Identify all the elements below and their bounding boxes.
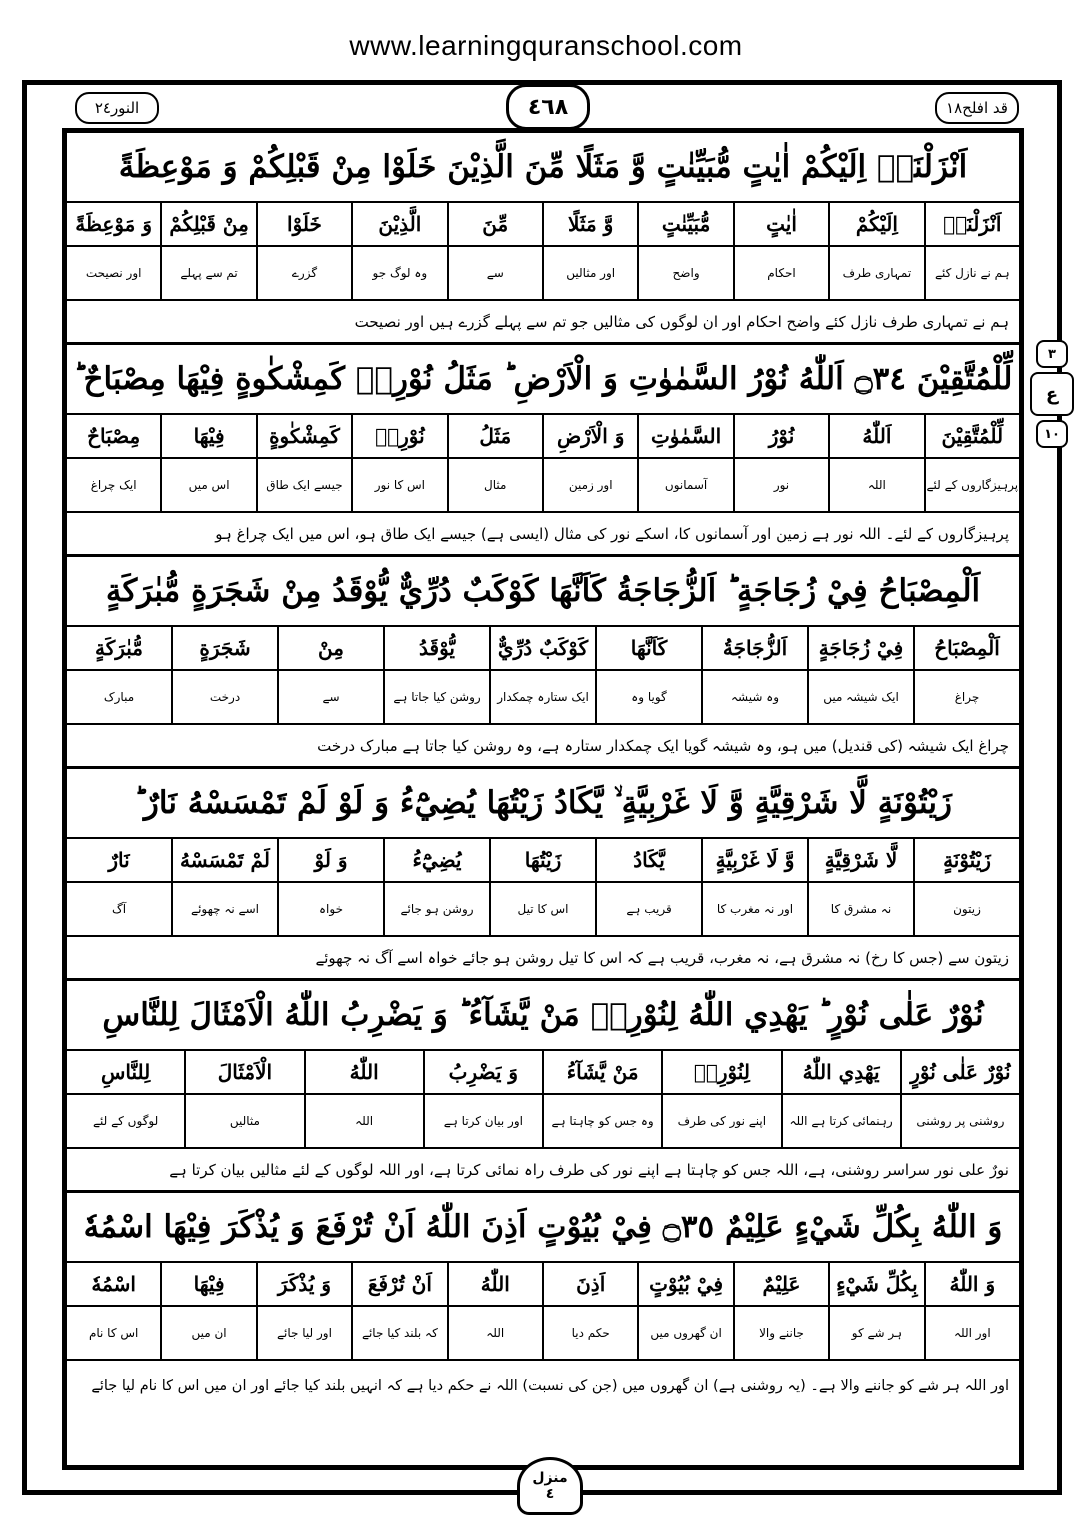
word-cell: عَلِيْمٌ — [733, 1263, 828, 1305]
surah-name-label: النور٢٤ — [75, 92, 159, 124]
word-cell: وَّ لَا غَرْبِيَّةٍ — [701, 839, 807, 881]
word-cell: نُوْرِهٖ — [351, 415, 446, 457]
meaning-cell: آسمانوں — [637, 459, 732, 511]
meaning-cell: اس کا تیل — [489, 883, 595, 935]
word-row — [67, 1051, 1019, 1095]
word-cell: كَوْكَبٌ دُرِّيٌّ — [489, 627, 595, 669]
word-cell: نُوْرُ — [733, 415, 828, 457]
word-cell: الْاَمْثَالَ — [184, 1051, 303, 1093]
meaning-cell: اسے نہ چھوئے — [171, 883, 277, 935]
meaning-cell: اور نہ مغرب کا — [701, 883, 807, 935]
translation-line: ہم نے تمہاری طرف نازل کئے واضح احکام اور ان لوگوں کی مثالیں جو تم سے پہلے گزرے ہیں اور نصیحت — [67, 301, 1019, 345]
word-cell: اَللّٰهُ — [828, 415, 923, 457]
meaning-cell: ان گھروں میں — [637, 1307, 732, 1359]
translation-line: زیتون سے (جس کا رخ) نہ مشرق ہے، نہ مغرب، قریب ہے کہ اس کا تیل روشن ہو جائے خواہ اسے آگ نہ چھوئے — [67, 937, 1019, 981]
meaning-cell: نور — [733, 459, 828, 511]
word-cell: مِصْبَاحٌ — [87, 424, 141, 448]
word-cell: لَمْ تَمْسَسْهُ — [171, 839, 277, 881]
manzil-word: منزل — [532, 1470, 568, 1486]
word-row — [67, 1263, 1019, 1307]
website-url: www.learningquranschool.com — [349, 30, 743, 61]
word-cell: اَلْمِصْبَاحُ — [913, 627, 1019, 669]
meaning-cell: مثالیں — [184, 1095, 303, 1147]
meaning-cell: تم سے پہلے — [160, 247, 255, 299]
meaning-cell: مبارک — [103, 690, 135, 704]
word-cell: نُوْرٌ عَلٰى نُوْرٍ — [900, 1051, 1019, 1093]
meaning-cell: تمہاری طرف — [828, 247, 923, 299]
meaning-cell: اپنے نور کی طرف — [661, 1095, 780, 1147]
word-cell: شَجَرَةٍ — [171, 627, 277, 669]
margin-mark-bottom: ١٠ — [1036, 420, 1068, 448]
word-cell: يَّكَادُ — [595, 839, 701, 881]
word-cell: وَ يُذْكَرَ — [256, 1263, 351, 1305]
word-cell: اَنْ تُرْفَعَ — [351, 1263, 446, 1305]
translation-line: نورٌ علی نور سراسر روشنی، ہے، اللہ جس کو چاہتا ہے اپنے نور کی طرف راہ نمائی کرتا ہے، اور اللہ لوگوں کے لئے مثالیں بیان کرتا ہے — [67, 1149, 1019, 1193]
translation-line: پرہیزگاروں کے لئے۔ اللہ نور ہے زمین اور آسمانوں کا، اسکے نور کی مثال (ایسی ہے) جیسے ایک طاق ہو، اس میں ایک چراغ ہو — [67, 513, 1019, 557]
word-cell: وَ مَوْعِظَةً — [75, 212, 153, 236]
meaning-row — [67, 1307, 1019, 1361]
meaning-row — [67, 247, 1019, 301]
meaning-cell: وہ شیشہ — [701, 671, 807, 723]
word-cell: زَيْتُهَا — [489, 839, 595, 881]
meaning-cell: واضح — [637, 247, 732, 299]
meaning-cell: کہ بلند کیا جائے — [351, 1307, 446, 1359]
word-cell: مِنْ — [277, 627, 383, 669]
word-cell: اللّٰهُ — [447, 1263, 542, 1305]
meaning-cell: جاننے والا — [733, 1307, 828, 1359]
word-cell: لِّلْمُتَّقِيْنَ — [924, 415, 1019, 457]
word-row — [67, 203, 1019, 247]
meaning-row — [67, 459, 1019, 513]
meaning-cell: اور اللہ — [924, 1307, 1019, 1359]
word-cell: لِنُوْرِهٖ — [661, 1051, 780, 1093]
meaning-cell: اس کا نام — [88, 1326, 139, 1340]
meaning-cell: خواہ — [277, 883, 383, 935]
meaning-cell: گزرے — [256, 247, 351, 299]
meaning-cell: مثال — [447, 459, 542, 511]
word-cell: اسْمُهٗ — [91, 1272, 136, 1296]
word-cell: لَّا شَرْقِيَّةٍ — [807, 839, 913, 881]
word-cell: وَ اللّٰهُ — [924, 1263, 1019, 1305]
meaning-row — [67, 883, 1019, 937]
page-content — [67, 133, 1019, 1465]
meaning-row — [67, 671, 1019, 725]
meaning-cell: ہم نے نازل کئے — [924, 247, 1019, 299]
meaning-cell: اس کا نور — [351, 459, 446, 511]
word-cell: السَّمٰوٰتِ — [637, 415, 732, 457]
meaning-cell: احکام — [733, 247, 828, 299]
meaning-cell: نہ مشرق کا — [807, 883, 913, 935]
meaning-cell: ان میں — [160, 1307, 255, 1359]
word-cell: يَهْدِي اللّٰهُ — [781, 1051, 900, 1093]
meaning-cell: اللہ — [828, 459, 923, 511]
meaning-cell: قریب ہے — [595, 883, 701, 935]
meaning-cell: روشن کیا جاتا ہے — [383, 671, 489, 723]
word-cell: يُّوْقَدُ — [383, 627, 489, 669]
word-cell: مَثَلُ — [447, 415, 542, 457]
word-cell: اَذِنَ — [542, 1263, 637, 1305]
word-cell: بِكُلِّ شَيْءٍ — [828, 1263, 923, 1305]
word-cell: نَارٌ — [108, 848, 130, 872]
word-cell: وَ الْاَرْضِ — [542, 415, 637, 457]
meaning-cell: جیسے ایک طاق — [256, 459, 351, 511]
meaning-cell: وہ لوگ جو — [351, 247, 446, 299]
word-cell: خَلَوْا — [256, 203, 351, 245]
juz-name-label: قد افلح١٨ — [935, 92, 1019, 124]
word-row — [67, 415, 1019, 459]
word-cell: يُضِيْٓءُ — [383, 839, 489, 881]
meaning-cell: اور نصیحت — [85, 266, 142, 280]
manzil-number: ٤ — [545, 1486, 555, 1502]
margin-mark-top: ٣ — [1036, 340, 1068, 368]
meaning-cell: اور لیا جائے — [256, 1307, 351, 1359]
ayah-line: اَنْزَلْنَاۤ اِلَيْكُمْ اٰيٰتٍ مُّبَيِّنٰتٍ وَّ مَثَلًا مِّنَ الَّذِيْنَ خَلَوْا مِنْ قَبْلِكُمْ وَ مَوْعِظَةً — [67, 133, 1019, 203]
word-cell: الَّذِيْنَ — [351, 203, 446, 245]
word-cell: زَيْتُوْنَةٍ — [913, 839, 1019, 881]
word-cell: فِيْ زُجَاجَةٍ — [807, 627, 913, 669]
meaning-cell: پرہیزگاروں کے لئے — [924, 459, 1019, 511]
meaning-row — [67, 1095, 1019, 1149]
ayah-line: لِّلْمُتَّقِيْنَ ۝٣٤ اَللّٰهُ نُوْرُ السَّمٰوٰتِ وَ الْاَرْضِ ؕ مَثَلُ نُوْرِهٖ كَمِشْكٰوةٍ فِيْهَا مِصْبَاحٌ ؕ — [67, 345, 1019, 415]
ayah-line: وَ اللّٰهُ بِكُلِّ شَيْءٍ عَلِيْمٌ ۝٣٥ فِيْ بُيُوْتٍ اَذِنَ اللّٰهُ اَنْ تُرْفَعَ وَ يُذْكَرَ فِيْهَا اسْمُهٗ — [67, 1193, 1019, 1263]
meaning-cell: آگ — [111, 902, 127, 916]
word-cell: مِّنَ — [447, 203, 542, 245]
word-cell: فِيْهَا — [160, 1263, 255, 1305]
word-cell: وَّ مَثَلًا — [542, 203, 637, 245]
word-cell: اَلزُّجَاجَةُ — [701, 627, 807, 669]
ruku-marker-icon: ع — [1030, 372, 1074, 416]
word-cell: وَ يَضْرِبُ — [423, 1051, 542, 1093]
word-cell: فِيْ بُيُوْتٍ — [637, 1263, 732, 1305]
meaning-cell: زیتون — [913, 883, 1019, 935]
meaning-cell: ہر شے کو — [828, 1307, 923, 1359]
meaning-cell: اس میں — [160, 459, 255, 511]
word-cell: مَنْ يَّشَآءُ — [542, 1051, 661, 1093]
meaning-cell: سے — [447, 247, 542, 299]
translation-line: چراغ ایک شیشہ (کی قندیل) میں ہو، وہ شیشہ گویا ایک چمکدار ستارہ ہے، وہ روشن کیا جاتا ہے مبارک درخت — [67, 725, 1019, 769]
word-cell: اللّٰهُ — [304, 1051, 423, 1093]
meaning-cell: اور مثالیں — [542, 247, 637, 299]
word-row — [67, 839, 1019, 883]
meaning-cell: حکم دیا — [542, 1307, 637, 1359]
word-cell: مُّبَيِّنٰتٍ — [637, 203, 732, 245]
word-cell: فِيْهَا — [160, 415, 255, 457]
meaning-cell: روشنی پر روشنی — [900, 1095, 1019, 1147]
word-row — [67, 627, 1019, 671]
word-cell: اِلَيْكُمْ — [828, 203, 923, 245]
word-cell: اٰيٰتٍ — [733, 203, 828, 245]
meaning-cell: ایک چراغ — [90, 478, 137, 492]
word-cell: وَ لَوْ — [277, 839, 383, 881]
meaning-cell: ایک شیشہ میں — [807, 671, 913, 723]
ayah-line: زَيْتُوْنَةٍ لَّا شَرْقِيَّةٍ وَّ لَا غَرْبِيَّةٍ ۙ يَّكَادُ زَيْتُهَا يُضِيْٓءُ وَ لَوْ لَمْ تَمْسَسْهُ نَارٌ ؕ — [67, 769, 1019, 839]
word-cell: كَمِشْكٰوةٍ — [256, 415, 351, 457]
meaning-cell: اور زمین — [542, 459, 637, 511]
word-cell: لِلنَّاسِ — [101, 1060, 151, 1084]
meaning-cell: اور بیان کرتا ہے — [423, 1095, 542, 1147]
word-cell: مِنْ قَبْلِكُمْ — [160, 203, 255, 245]
page-number: ٤٦٨ — [506, 84, 590, 130]
meaning-cell: وہ جس کو چاہتا ہے — [542, 1095, 661, 1147]
meaning-cell: لوگوں کے لئے — [93, 1114, 159, 1128]
meaning-cell: اللہ — [304, 1095, 423, 1147]
ayah-line: نُوْرٌ عَلٰى نُوْرٍ ؕ يَهْدِي اللّٰهُ لِنُوْرِهٖ مَنْ يَّشَآءُ ؕ وَ يَضْرِبُ اللّٰهُ الْاَمْثَالَ لِلنَّاسِ — [67, 981, 1019, 1051]
meaning-cell: سے — [277, 671, 383, 723]
meaning-cell: درخت — [171, 671, 277, 723]
meaning-cell: رہنمائی کرتا ہے اللہ — [781, 1095, 900, 1147]
meaning-cell: چراغ — [913, 671, 1019, 723]
translation-line: اور اللہ ہر شے کو جاننے والا ہے۔ (یہ روشنی ہے) ان گھروں میں (جن کی نسبت) اللہ نے حکم دیا ہے کہ انہیں بلند کیا جائے اور ان میں اس کا نام لیا جائے — [91, 1378, 1009, 1394]
meaning-cell: ایک ستارہ چمکدار — [489, 671, 595, 723]
meaning-cell: گویا وہ — [595, 671, 701, 723]
manzil-marker — [517, 1457, 583, 1515]
word-cell: كَاَنَّهَا — [595, 627, 701, 669]
meaning-cell: اللہ — [447, 1307, 542, 1359]
word-cell: مُّبٰرَكَةٍ — [94, 636, 144, 660]
ayah-line: اَلْمِصْبَاحُ فِيْ زُجَاجَةٍ ؕ اَلزُّجَاجَةُ كَاَنَّهَا كَوْكَبٌ دُرِّيٌّ يُّوْقَدُ مِنْ شَجَرَةٍ مُّبٰرَكَةٍ — [67, 557, 1019, 627]
meaning-cell: روشن ہو جائے — [383, 883, 489, 935]
word-cell: اَنْزَلْنَاۤ — [924, 203, 1019, 245]
